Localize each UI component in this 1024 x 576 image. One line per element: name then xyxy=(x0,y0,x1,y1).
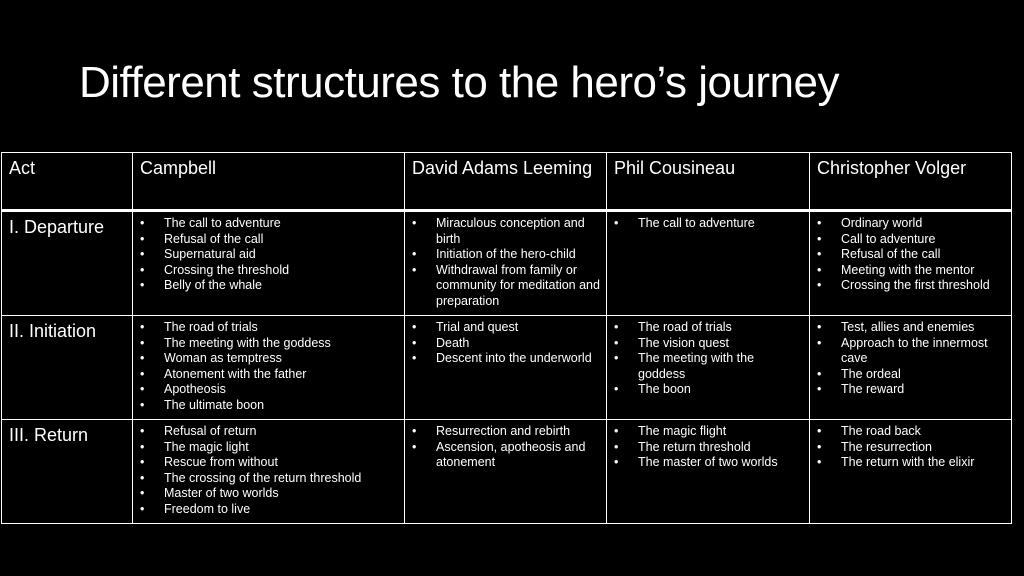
act-label: III. Return xyxy=(2,420,133,524)
leeming-cell xyxy=(405,420,607,524)
bullet-list xyxy=(817,424,1005,471)
list-item: • Approach to the innermost cave xyxy=(817,336,1005,367)
list-item: • Woman as temptress xyxy=(140,351,398,367)
bullet-list xyxy=(140,216,398,294)
list-item: • Rescue from without xyxy=(140,455,398,471)
list-item: • Call to adventure xyxy=(817,232,1005,248)
bullet-list xyxy=(412,424,600,471)
list-item: • Descent into the underworld xyxy=(412,351,600,367)
cousineau-cell xyxy=(607,316,810,420)
header-volger: Christopher Volger xyxy=(810,153,1012,211)
leeming-cell xyxy=(405,316,607,420)
act-label: I. Departure xyxy=(2,211,133,316)
list-item: • Crossing the first threshold xyxy=(817,278,1005,294)
list-item: • Meeting with the mentor xyxy=(817,263,1005,279)
list-item: • The call to adventure xyxy=(614,216,803,232)
volger-cell xyxy=(810,211,1012,316)
list-item: • Atonement with the father xyxy=(140,367,398,383)
list-item: • Initiation of the hero-child xyxy=(412,247,600,263)
list-item: • Resurrection and rebirth xyxy=(412,424,600,440)
list-item: • The road of trials xyxy=(614,320,803,336)
list-item: • Apotheosis xyxy=(140,382,398,398)
list-item: • The magic light xyxy=(140,440,398,456)
list-item: • Miraculous conception and birth xyxy=(412,216,600,247)
list-item: • Withdrawal from family or community for meditation and preparation xyxy=(412,263,600,310)
header-cousineau: Phil Cousineau xyxy=(607,153,810,211)
campbell-cell xyxy=(133,420,405,524)
list-item: • Master of two worlds xyxy=(140,486,398,502)
list-item: • Ordinary world xyxy=(817,216,1005,232)
list-item: • Freedom to live xyxy=(140,502,398,518)
campbell-cell xyxy=(133,211,405,316)
header-leeming: David Adams Leeming xyxy=(405,153,607,211)
list-item: • The reward xyxy=(817,382,1005,398)
bullet-list xyxy=(614,320,803,398)
bullet-list xyxy=(412,216,600,309)
list-item: • Crossing the threshold xyxy=(140,263,398,279)
list-item: • The crossing of the return threshold xyxy=(140,471,398,487)
bullet-list xyxy=(817,216,1005,294)
campbell-cell xyxy=(133,316,405,420)
table-header-row xyxy=(2,153,1012,211)
list-item: • Ascension, apotheosis and atonement xyxy=(412,440,600,471)
slide-title: Different structures to the hero’s journey xyxy=(79,58,839,107)
header-act: Act xyxy=(2,153,133,211)
list-item: • Refusal of the call xyxy=(140,232,398,248)
volger-cell xyxy=(810,316,1012,420)
bullet-list xyxy=(614,216,803,232)
list-item: • The master of two worlds xyxy=(614,455,803,471)
list-item: • Death xyxy=(412,336,600,352)
list-item: • The vision quest xyxy=(614,336,803,352)
list-item: • Belly of the whale xyxy=(140,278,398,294)
table-row-departure xyxy=(2,211,1012,316)
list-item: • The call to adventure xyxy=(140,216,398,232)
list-item: • The return threshold xyxy=(614,440,803,456)
list-item: • The meeting with the goddess xyxy=(140,336,398,352)
list-item: • The ultimate boon xyxy=(140,398,398,414)
bullet-list xyxy=(140,424,398,517)
bullet-list xyxy=(412,320,600,367)
list-item: • The resurrection xyxy=(817,440,1005,456)
act-label: II. Initiation xyxy=(2,316,133,420)
list-item: • Supernatural aid xyxy=(140,247,398,263)
list-item: • Refusal of the call xyxy=(817,247,1005,263)
list-item: • Refusal of return xyxy=(140,424,398,440)
list-item: • The boon xyxy=(614,382,803,398)
table-row-return xyxy=(2,420,1012,524)
list-item: • The road back xyxy=(817,424,1005,440)
bullet-list xyxy=(817,320,1005,398)
header-campbell: Campbell xyxy=(133,153,405,211)
list-item: • The ordeal xyxy=(817,367,1005,383)
list-item: • The return with the elixir xyxy=(817,455,1005,471)
table-row-initiation xyxy=(2,316,1012,420)
bullet-list xyxy=(614,424,803,471)
list-item: • The road of trials xyxy=(140,320,398,336)
bullet-list xyxy=(140,320,398,413)
list-item: • The meeting with the goddess xyxy=(614,351,803,382)
cousineau-cell xyxy=(607,211,810,316)
volger-cell xyxy=(810,420,1012,524)
leeming-cell xyxy=(405,211,607,316)
list-item: • The magic flight xyxy=(614,424,803,440)
hero-journey-table xyxy=(1,152,1012,524)
list-item: • Test, allies and enemies xyxy=(817,320,1005,336)
list-item: • Trial and quest xyxy=(412,320,600,336)
cousineau-cell xyxy=(607,420,810,524)
